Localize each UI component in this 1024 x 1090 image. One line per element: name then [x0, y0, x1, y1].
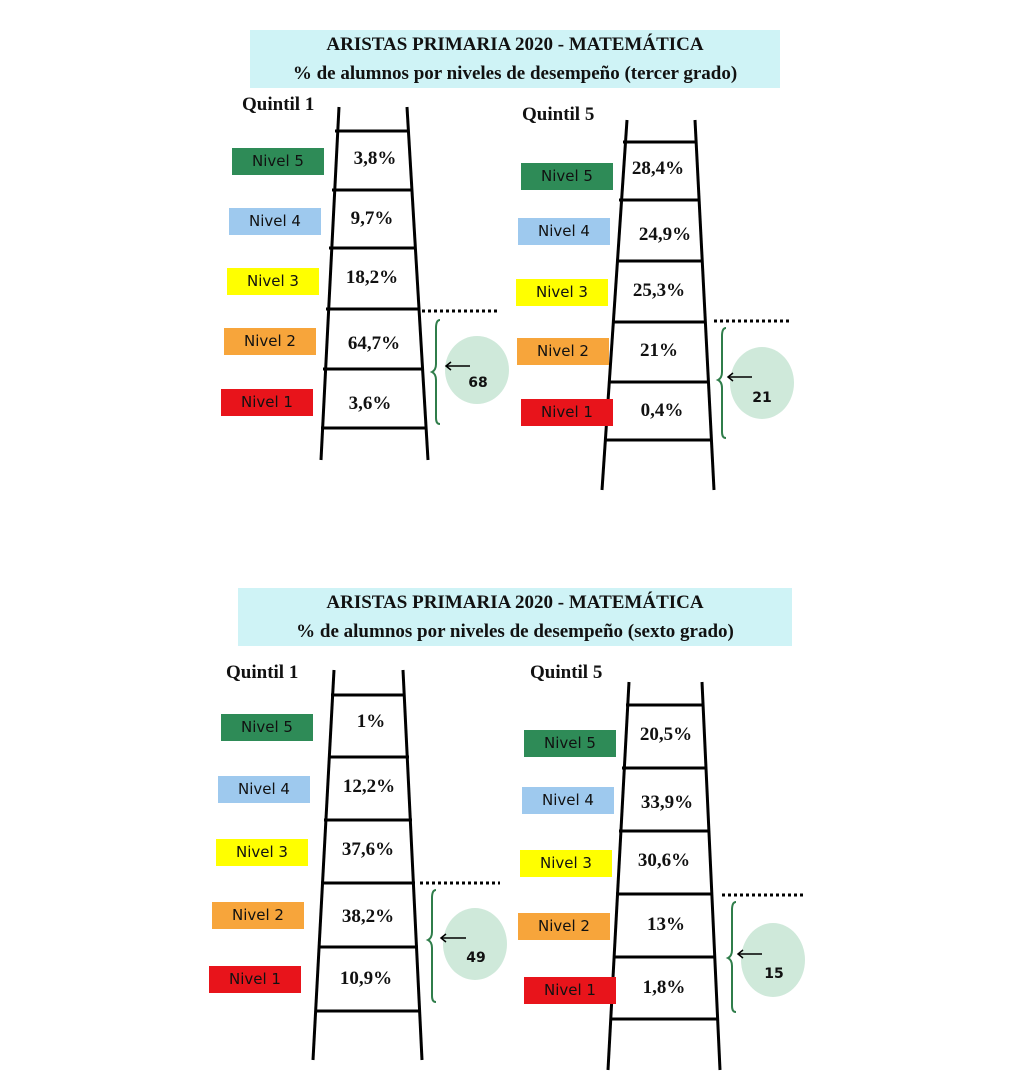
bubble-p1-q5 [730, 347, 794, 419]
nivel-2-label: Nivel 2 [212, 902, 304, 929]
nivel-1-label: Nivel 1 [524, 977, 616, 1004]
nivel-5-label: Nivel 5 [524, 730, 616, 757]
nivel-3-label: Nivel 3 [227, 268, 319, 295]
below-threshold-value: 49 [466, 950, 486, 966]
bubble-p1-q1 [445, 336, 509, 404]
nivel-3-label: Nivel 3 [520, 850, 612, 877]
value-nivel-5: 28,4% [631, 158, 685, 179]
panel-2-title-line2: % de alumnos por niveles de desempeño (sexto grado) [296, 621, 734, 642]
value-nivel-5: 3,8% [353, 148, 397, 169]
panel-2-quintil-5-label: Quintil 5 [530, 662, 603, 683]
value-nivel-4: 9,7% [350, 208, 394, 229]
nivel-5-label: Nivel 5 [221, 714, 313, 741]
panel-1-title-line1: ARISTAS PRIMARIA 2020 - MATEMÁTICA [326, 34, 704, 55]
value-nivel-2: 64,7% [347, 333, 401, 354]
value-nivel-3: 37,6% [341, 839, 395, 860]
value-nivel-1: 10,9% [339, 968, 393, 989]
panel-2-title-line1: ARISTAS PRIMARIA 2020 - MATEMÁTICA [326, 592, 704, 613]
value-nivel-1: 0,4% [640, 400, 684, 421]
nivel-1-label: Nivel 1 [521, 399, 613, 426]
below-threshold-value: 15 [764, 966, 784, 982]
panel-1-quintil-1-label: Quintil 1 [242, 94, 315, 115]
nivel-4-label: Nivel 4 [218, 776, 310, 803]
panel-1-quintil-5-label: Quintil 5 [522, 104, 595, 125]
nivel-3-label: Nivel 3 [516, 279, 608, 306]
nivel-4-label: Nivel 4 [229, 208, 321, 235]
nivel-2-label: Nivel 2 [224, 328, 316, 355]
brace-p1-q1 [432, 320, 440, 424]
panel-2-quintil-1-label: Quintil 1 [226, 662, 299, 683]
nivel-2-label: Nivel 2 [518, 913, 610, 940]
nivel-4-label: Nivel 4 [522, 787, 614, 814]
below-threshold-value: 21 [752, 390, 772, 406]
nivel-1-label: Nivel 1 [209, 966, 301, 993]
nivel-5-label: Nivel 5 [521, 163, 613, 190]
nivel-4-label: Nivel 4 [518, 218, 610, 245]
below-threshold-value: 68 [468, 375, 488, 391]
value-nivel-1: 1,8% [642, 977, 686, 998]
bubble-p2-q5 [741, 923, 805, 997]
value-nivel-3: 30,6% [637, 850, 691, 871]
brace-p1-q5 [718, 328, 726, 438]
value-nivel-5: 1% [356, 711, 386, 732]
nivel-3-label: Nivel 3 [216, 839, 308, 866]
panel-1-title-line2: % de alumnos por niveles de desempeño (tercer grado) [292, 63, 738, 84]
bubble-p2-q1 [443, 908, 507, 980]
value-nivel-5: 20,5% [639, 724, 693, 745]
nivel-5-label: Nivel 5 [232, 148, 324, 175]
value-nivel-4: 24,9% [638, 224, 692, 245]
brace-p2-q1 [428, 890, 436, 1002]
value-nivel-4: 33,9% [640, 792, 694, 813]
value-nivel-2: 13% [647, 914, 685, 935]
value-nivel-2: 21% [640, 340, 678, 361]
value-nivel-3: 25,3% [632, 280, 686, 301]
nivel-1-label: Nivel 1 [221, 389, 313, 416]
nivel-2-label: Nivel 2 [517, 338, 609, 365]
value-nivel-3: 18,2% [345, 267, 399, 288]
value-nivel-4: 12,2% [342, 776, 396, 797]
value-nivel-1: 3,6% [348, 393, 392, 414]
brace-p2-q5 [728, 902, 736, 1012]
value-nivel-2: 38,2% [341, 906, 395, 927]
